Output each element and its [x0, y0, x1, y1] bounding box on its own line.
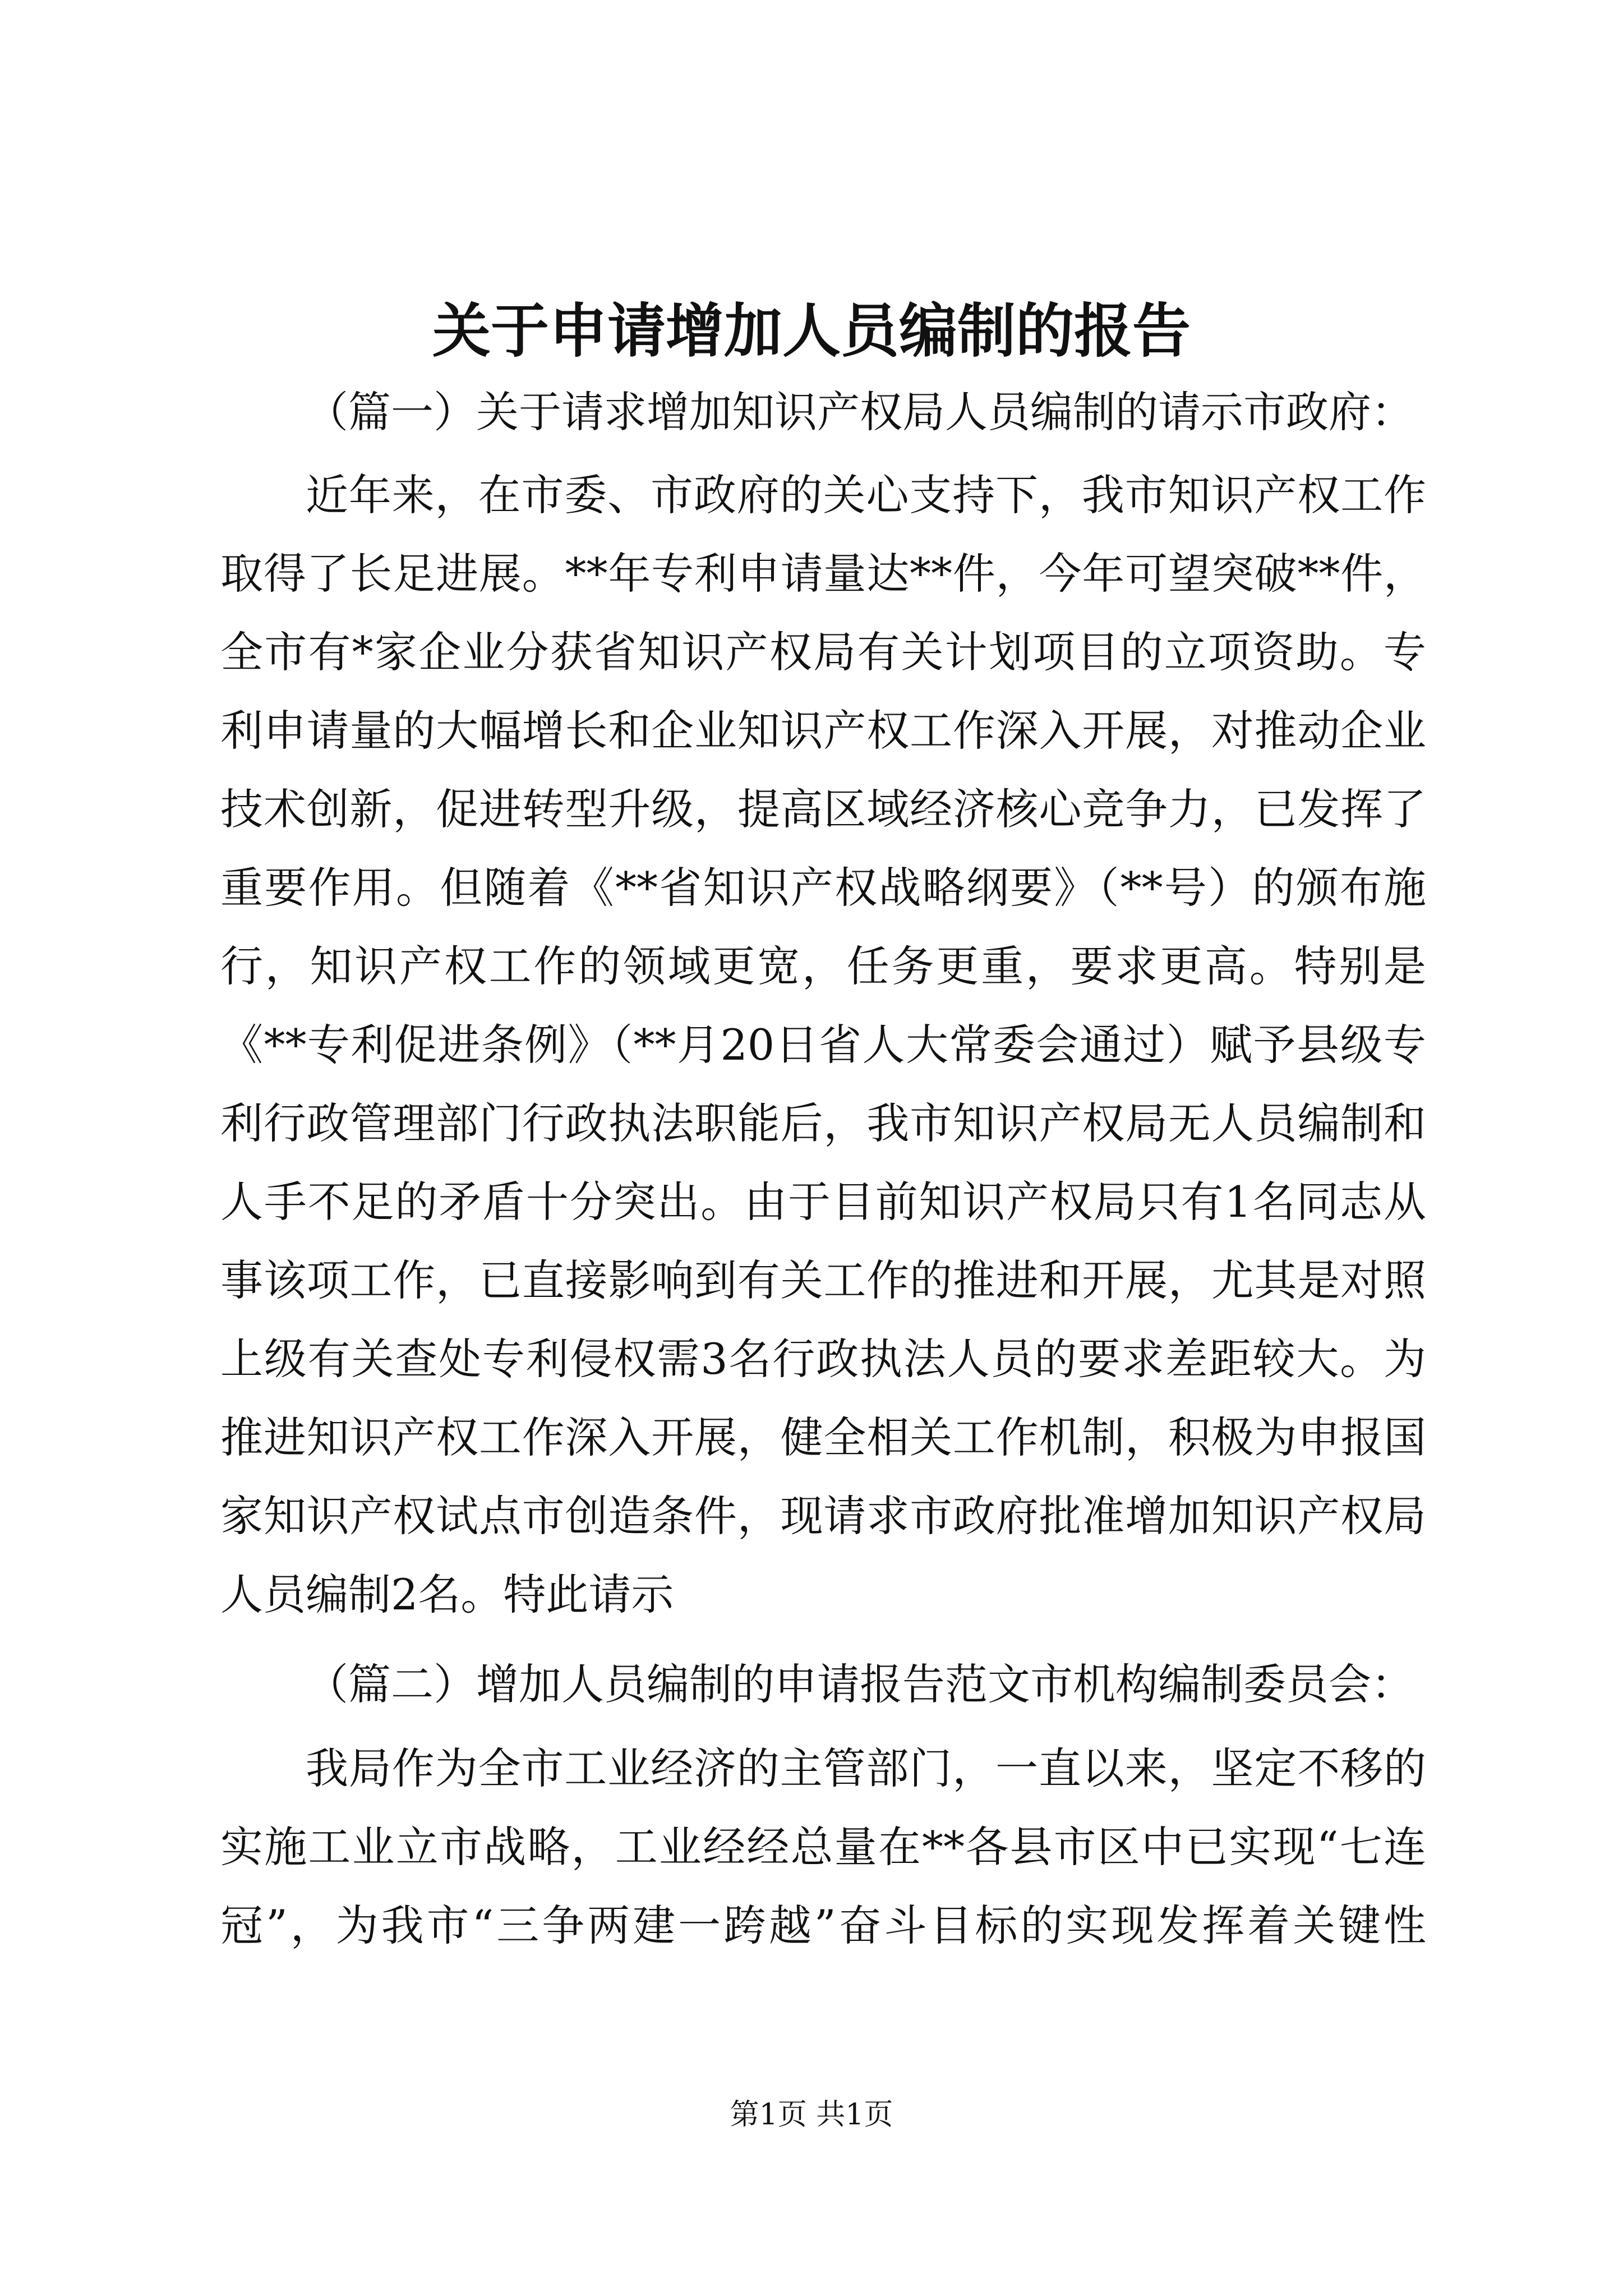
page-footer: 第1页 共1页 [730, 2098, 893, 2132]
paragraph-line: 取得了长足进展。**年专利申请量达**件，今年可望突破**件， [220, 549, 1426, 599]
paragraph-line: 冠”，为我市“三争两建一跨越”奋斗目标的实现发挥着关键性 [220, 1901, 1426, 1950]
paragraph-line: 重要作用。但随着《**省知识产权战略纲要》（**号）的颁布施 [220, 863, 1426, 913]
paragraph-line: 家知识产权试点市创造条件，现请求市政府批准增加知识产权局 [220, 1491, 1426, 1541]
paragraph-line: 技术创新，促进转型升级，提高区域经济核心竞争力，已发挥了 [220, 784, 1426, 834]
section-heading-2: （篇二）增加人员编制的申请报告范文市机构编制委员会： [306, 1659, 1414, 1709]
section-heading-1: （篇一）关于请求增加知识产权局人员编制的请示市政府： [306, 387, 1414, 437]
paragraph-line: 上级有关查处专利侵权需3名行政执法人员的要求差距较大。为 [220, 1334, 1426, 1384]
paragraph-line: 《**专利促进条例》（**月20日省人大常委会通过）赋予县级专 [220, 1020, 1426, 1070]
paragraph-line: 全市有*家企业分获省知识产权局有关计划项目的立项资助。专 [220, 627, 1426, 677]
paragraph-line: 推进知识产权工作深入开展，健全相关工作机制，积极为申报国 [220, 1412, 1426, 1462]
paragraph-line: 近年来，在市委、市政府的关心支持下，我市知识产权工作 [306, 470, 1426, 520]
paragraph-line: 利行政管理部门行政执法职能后，我市知识产权局无人员编制和 [220, 1098, 1426, 1148]
paragraph-line: 我局作为全市工业经济的主管部门，一直以来，坚定不移的 [306, 1743, 1426, 1793]
paragraph-line: 实施工业立市战略，工业经经总量在**各县市区中已实现“七连 [220, 1822, 1426, 1872]
document-title: 关于申请增加人员编制的报告 [432, 296, 1191, 365]
paragraph-line: 人员编制2名。特此请示 [220, 1570, 674, 1619]
paragraph-line: 人手不足的矛盾十分突出。由于目前知识产权局只有1名同志从 [220, 1177, 1426, 1227]
paragraph-line: 事该项工作，已直接影响到有关工作的推进和开展，尤其是对照 [220, 1255, 1426, 1305]
paragraph-line: 行，知识产权工作的领域更宽，任务更重，要求更高。特别是 [220, 941, 1426, 991]
paragraph-line: 利申请量的大幅增长和企业知识产权工作深入开展，对推动企业 [220, 706, 1426, 756]
